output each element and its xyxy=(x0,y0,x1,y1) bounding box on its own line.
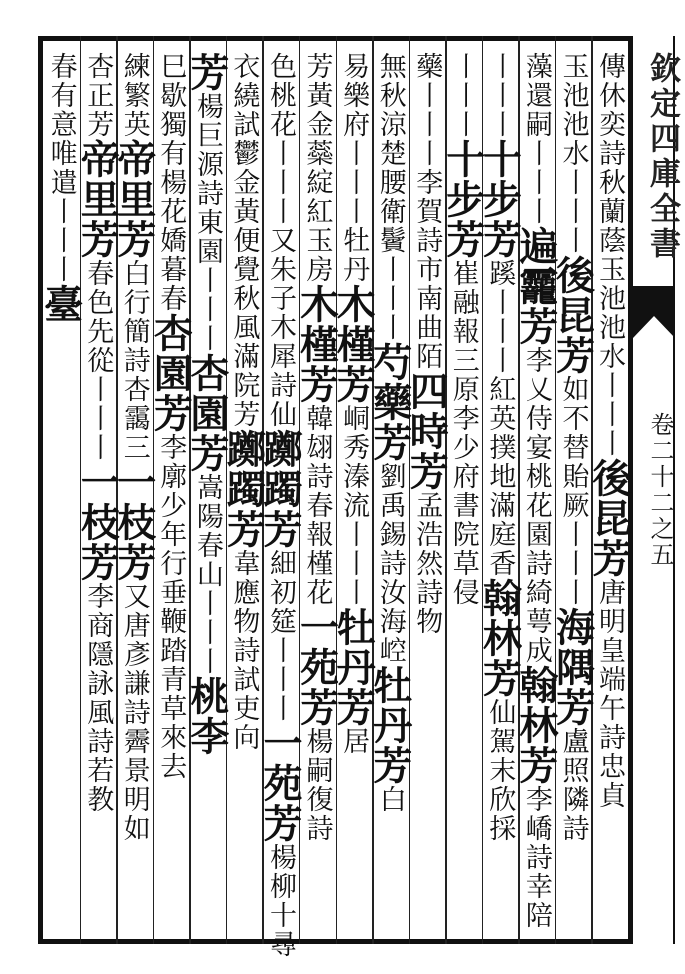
entry-text: 蹊丨丨丨紅英撲地滿庭香 xyxy=(484,259,516,578)
entry-heading: 杏園芳 xyxy=(147,313,194,433)
text-column xyxy=(37,52,84,937)
entry-text: 又唐彥謙詩霽景明如 xyxy=(118,582,150,843)
entry-text: 如不替貽厥丨丨丨 xyxy=(557,375,589,607)
entry-heading: 翰林芳 xyxy=(476,578,523,698)
entry-heading: 一枝芳 xyxy=(74,462,121,582)
entry-text: 白 xyxy=(374,785,406,814)
entry-text: 藻還嗣丨丨丨 xyxy=(520,52,552,226)
entry-text: 丨丨丨 xyxy=(484,52,516,139)
entry-text: 峒秀溱流丨丨丨 xyxy=(338,404,370,607)
entry-heading: 翰林芳 xyxy=(512,665,559,785)
text-column xyxy=(549,52,596,937)
entry-text: 春色先從丨丨丨 xyxy=(82,259,114,462)
text-column xyxy=(110,52,157,937)
entry-heading: 躑躅芳 xyxy=(256,429,303,549)
text-column xyxy=(330,52,377,937)
text-column xyxy=(476,52,523,937)
entry-text: 藥丨丨丨李賀詩市南曲陌 xyxy=(411,52,443,371)
volume-label: 卷二十二之五 xyxy=(646,412,674,568)
entry-heading: 牡丹芳 xyxy=(366,665,413,785)
entry-text: 李商隱詠風詩若教 xyxy=(82,582,114,814)
entry-text: 韋應物詩試吏向 xyxy=(228,549,260,752)
entry-heading: 一枝芳 xyxy=(110,462,157,582)
entry-text: 嵩陽春山丨丨丨 xyxy=(191,473,223,676)
entry-heading: 芳 xyxy=(183,52,230,92)
text-column xyxy=(439,52,486,937)
entry-heading: 後昆芳 xyxy=(549,255,596,375)
entry-heading: 杏園芳 xyxy=(183,353,230,473)
fish-tail-mark-icon xyxy=(633,286,675,338)
text-column xyxy=(366,52,413,937)
entry-heading: 一苑芳 xyxy=(256,723,303,843)
entry-heading: 芍藥芳 xyxy=(366,342,413,462)
entry-heading: 十步芳 xyxy=(476,139,523,259)
text-column xyxy=(256,52,303,959)
text-column xyxy=(585,52,632,937)
text-column xyxy=(293,52,340,937)
entry-text: 孟浩然詩物 xyxy=(411,491,443,636)
entry-text: 杏正芳 xyxy=(82,52,114,139)
entry-text: 楊嗣復詩 xyxy=(301,727,333,843)
entry-text: 楊巨源詩東園丨丨丨 xyxy=(191,92,223,353)
entry-text: 易樂府丨丨丨牡丹 xyxy=(338,52,370,284)
entry-heading: 牡丹芳 xyxy=(330,607,377,727)
entry-heading: 後昆芳 xyxy=(585,458,632,578)
text-column xyxy=(74,52,121,937)
entry-text: 巳歇獨有楊花嬌暮春 xyxy=(155,52,187,313)
entry-heading: 帝里芳 xyxy=(74,139,121,259)
entry-text: 色桃花丨丨丨又朱子木犀詩仙 xyxy=(264,52,296,429)
entry-text: 李乂侍宴桃花園詩綺萼成 xyxy=(520,346,552,665)
entry-text: 細初筵丨丨丨 xyxy=(264,549,296,723)
text-column xyxy=(220,52,267,937)
entry-text: 崔融報三原李少府書院草侵 xyxy=(447,259,479,607)
entry-text: 唐明皇端午詩忠貞 xyxy=(593,578,625,810)
entry-text: 李嶠詩幸陪 xyxy=(520,785,552,930)
entry-text: 衣繞試鬱金黃便覺秋風滿院芳 xyxy=(228,52,260,429)
text-column xyxy=(512,52,559,937)
entry-heading: 海隅芳 xyxy=(549,607,596,727)
entry-heading: 桃李 xyxy=(183,676,230,756)
entry-text: 芳黃金蘂綻紅玉房 xyxy=(301,52,333,284)
entry-text: 李廓少年行垂鞭踏青草來去 xyxy=(155,433,187,781)
entry-heading: 木槿芳 xyxy=(330,284,377,404)
entry-heading: 躑躅芳 xyxy=(220,429,267,549)
entry-text: 楊柳十尋 xyxy=(264,843,296,959)
entry-text: 韓翃詩春報槿花 xyxy=(301,404,333,607)
entry-text: 仙駕末欣採 xyxy=(484,698,516,843)
entry-text: 白行簡詩杏靄三 xyxy=(118,259,150,462)
entry-heading: 遍龗芳 xyxy=(512,226,559,346)
entry-text: 玉池池水丨丨丨 xyxy=(557,52,589,255)
entry-heading: 十步芳 xyxy=(439,139,486,259)
entry-text: 居 xyxy=(338,727,370,756)
entry-heading: 四時芳 xyxy=(403,371,450,491)
text-column xyxy=(147,52,194,937)
entry-text: 傳休奕詩秋蘭蔭玉池池水丨丨丨 xyxy=(593,52,625,458)
entry-text: 盧照隣詩 xyxy=(557,727,589,843)
entry-text: 練繁英 xyxy=(118,52,150,139)
entry-text: 春有意唯遣丨丨丨 xyxy=(45,52,77,284)
text-column xyxy=(403,52,450,937)
entry-heading: 木槿芳 xyxy=(293,284,340,404)
entry-text: 丨丨丨 xyxy=(447,52,479,139)
entry-text: 無秋涼楚腰衛鬢丨丨丨 xyxy=(374,52,406,342)
entry-text: 劉禹錫詩汝海崆 xyxy=(374,462,406,665)
entry-heading: 臺 xyxy=(37,284,84,324)
entry-heading: 一苑芳 xyxy=(293,607,340,727)
text-column xyxy=(183,52,230,937)
entry-heading: 帝里芳 xyxy=(110,139,157,259)
book-title: 欽定四庫全書 xyxy=(644,52,680,262)
